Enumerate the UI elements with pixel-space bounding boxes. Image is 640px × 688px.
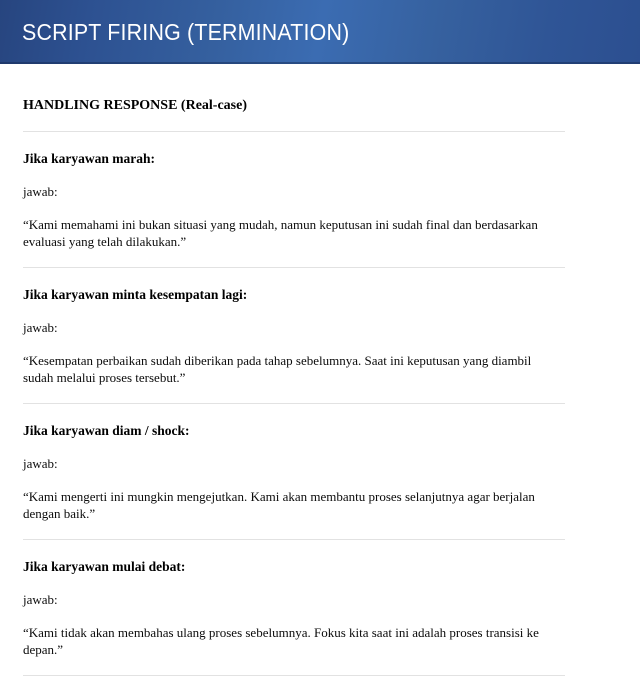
qa-answer-text: “Kami memahami ini bukan situasi yang mudah, namun keputusan ini sudah final dan berdasarkan evaluasi yang telah dilakukan.”: [23, 217, 538, 249]
document-heading: HANDLING RESPONSE (Real-case): [23, 98, 247, 113]
qa-answer-label: jawab:: [23, 184, 58, 199]
qa-answer-label: jawab:: [23, 320, 58, 335]
qa-answer-text: “Kesempatan perbaikan sudah diberikan pada tahap sebelumnya. Saat ini keputusan yang diambil sudah melalui proses tersebut.”: [23, 353, 532, 385]
divider-wrap: [23, 115, 565, 132]
qa-section-heading: Jika karyawan mulai debat:: [23, 559, 186, 574]
qa-section: [23, 540, 565, 675]
qa-answer-text: “Kami tidak akan membahas ulang proses sebelumnya. Fokus kita saat ini adalah proses transisi ke depan.”: [23, 625, 539, 657]
qa-section-heading: Jika karyawan minta kesempatan lagi:: [23, 287, 248, 302]
qa-answer-label: jawab:: [23, 592, 58, 607]
document-content: [0, 64, 640, 676]
qa-section-heading: Jika karyawan diam / shock:: [23, 423, 190, 438]
qa-section: [23, 132, 565, 267]
qa-answer-label: jawab:: [23, 456, 58, 471]
qa-section: [23, 268, 565, 403]
qa-answer-text: “Kami mengerti ini mungkin mengejutkan. Kami akan membantu proses selanjutnya agar berjalan dengan baik.”: [23, 489, 535, 521]
qa-section: [23, 404, 565, 539]
section-divider: [23, 675, 565, 676]
slide-header-banner: [0, 0, 640, 64]
page-title: SCRIPT FIRING (TERMINATION): [22, 19, 350, 45]
qa-section-heading: Jika karyawan marah:: [23, 151, 156, 166]
